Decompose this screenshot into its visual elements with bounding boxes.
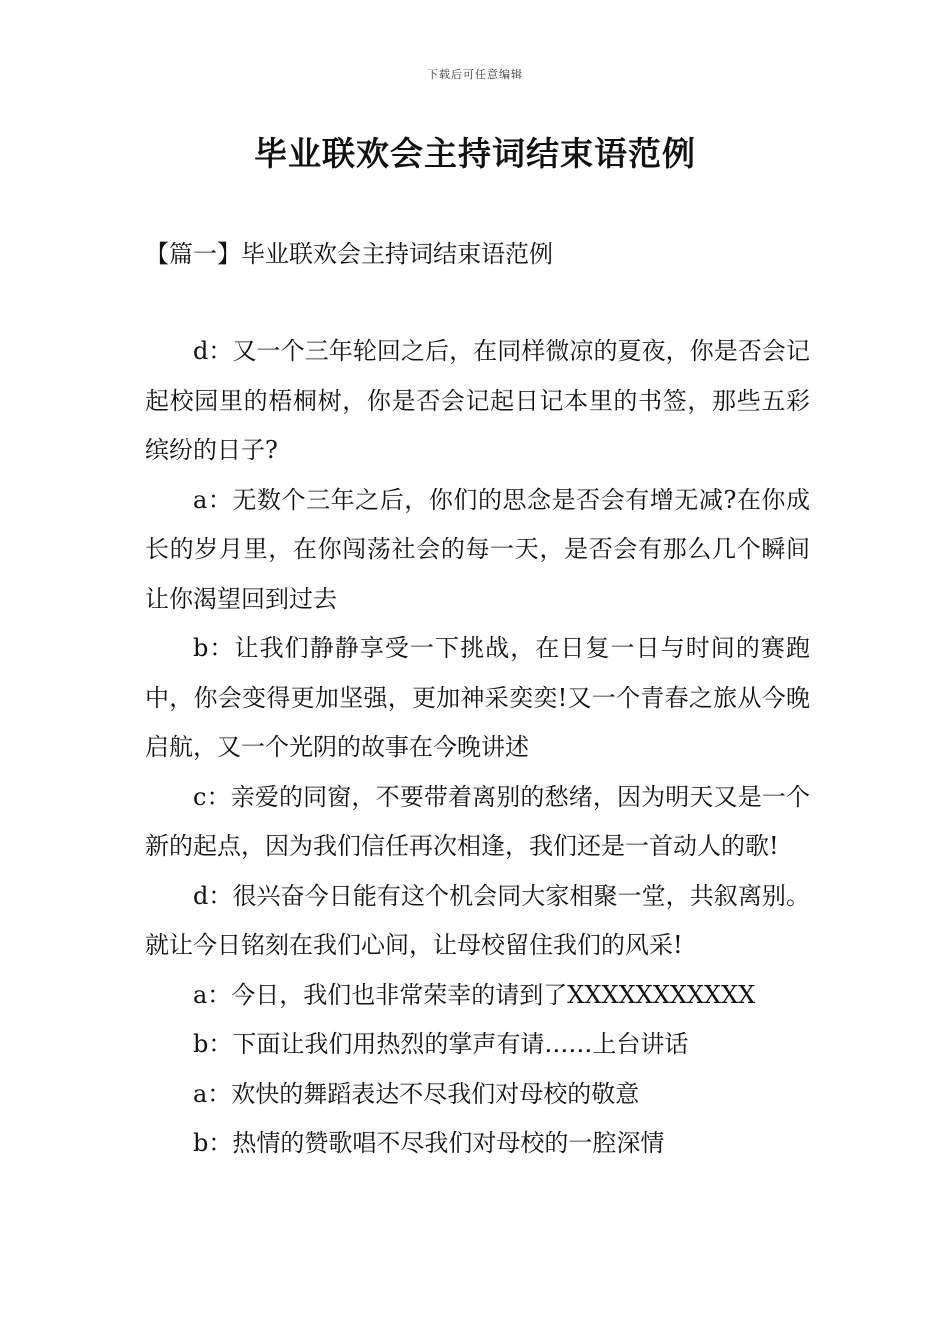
paragraph: a：无数个三年之后，你们的思念是否会有增无减?在你成长的岁月里，在你闯荡社会的每一天，是否会有那么几个瞬间让你渴望回到过去	[145, 485, 810, 613]
paragraph: b：让我们静静享受一下挑战，在日复一日与时间的赛跑中，你会变得更加坚强，更加神采奕奕!又一个青春之旅从今晚启航，又一个光阴的故事在今晚讲述	[145, 634, 810, 761]
document-title: 毕业联欢会主持词结束语范例	[254, 134, 696, 173]
paragraph: d：又一个三年轮回之后，在同样微凉的夏夜，你是否会记起校园里的梧桐树，你是否会记起日记本里的书签，那些五彩缤纷的日子?	[145, 337, 810, 464]
paragraph: b：下面让我们用热烈的掌声有请……上台讲话	[193, 1030, 689, 1058]
paragraph: a：欢快的舞蹈表达不尽我们对母校的敬意	[193, 1079, 640, 1108]
body-text	[145, 327, 810, 1169]
section-heading: 【篇一】毕业联欢会主持词结束语范例	[145, 240, 553, 268]
paragraph: d：很兴奋今日能有这个机会同大家相聚一堂，共叙离别。就让今日铭刻在我们心间，让母校留住我们的风采!	[145, 881, 810, 959]
paragraph: b：热情的赞歌唱不尽我们对母校的一腔深情	[193, 1129, 665, 1157]
header-note: 下载后可任意编辑	[427, 68, 523, 81]
paragraph: c：亲爱的同窗，不要带着离别的愁绪，因为明天又是一个新的起点，因为我们信任再次相逢，我们还是一首动人的歌!	[145, 782, 810, 860]
paragraph: a：今日，我们也非常荣幸的请到了XXXXXXXXXXX	[193, 980, 756, 1009]
